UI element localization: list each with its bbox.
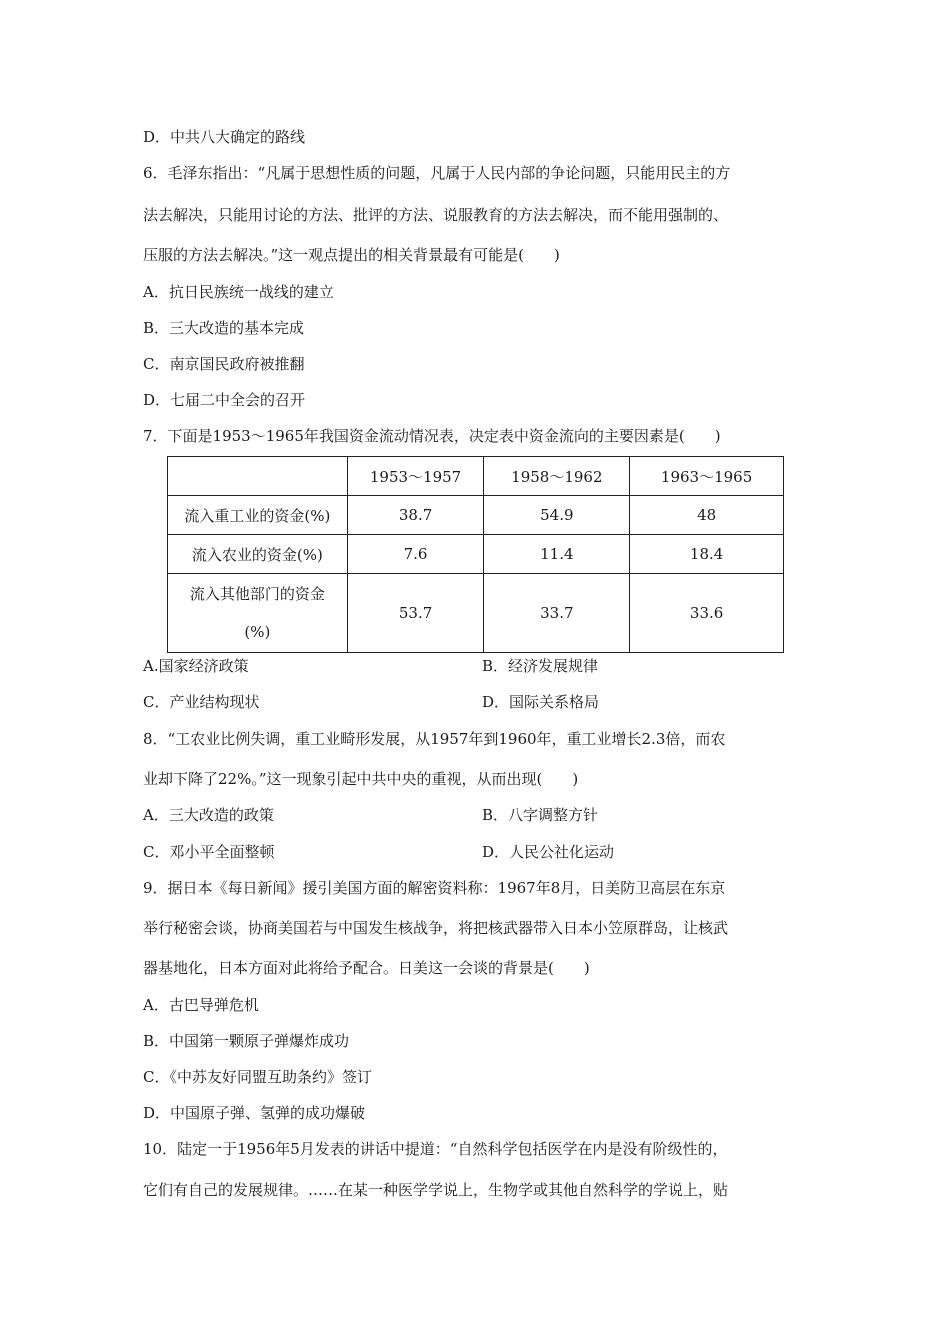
q10-stem-line-2: 它们有自己的发展规律。……在某一种医学学说上，生物学或其他自然科学的学说上，贴 xyxy=(143,1181,729,1199)
table-cell: 53.7 xyxy=(347,574,484,653)
row-label xyxy=(168,574,348,653)
q8-stem-line-1: 8．“工农业比例失调，重工业畸形发展，从1957年到1960年，重工业增长2.3倍，而农 xyxy=(143,730,726,748)
q7-option-d: D．国际关系格局 xyxy=(482,693,600,711)
table-cell: 48 xyxy=(630,496,784,535)
table-header-row xyxy=(168,457,784,496)
q9-option-c: C．《中苏友好同盟互助条约》签订 xyxy=(143,1068,372,1086)
row-label-line-2: (%) xyxy=(244,623,271,641)
table-cell: 33.7 xyxy=(484,574,630,653)
q7-stem: 7．下面是1953～1965年我国资金流动情况表，决定表中资金流向的主要因素是( ) xyxy=(143,427,721,445)
q7-option-b: B．经济发展规律 xyxy=(482,657,599,675)
table-row xyxy=(168,496,784,535)
table-row xyxy=(168,574,784,653)
q9-option-d: D．中国原子弹、氢弹的成功爆破 xyxy=(143,1104,366,1122)
q8-stem-line-2: 业却下降了22%。”这一现象引起中共中央的重视，从而出现( ) xyxy=(143,770,579,788)
row-label: 流入农业的资金(%) xyxy=(168,535,348,574)
table-row xyxy=(168,535,784,574)
q6-option-a: A．抗日民族统一战线的建立 xyxy=(143,283,334,301)
table-cell: 11.4 xyxy=(484,535,630,574)
table-cell: 54.9 xyxy=(484,496,630,535)
q8-option-b: B．八字调整方针 xyxy=(482,806,599,824)
q9-stem-line-1: 9．据日本《每日新闻》援引美国方面的解密资料称：1967年8月，日美防卫高层在东京 xyxy=(143,879,726,897)
fund-flow-table xyxy=(167,456,784,653)
q10-stem-line-1: 10．陆定一于1956年5月发表的讲话中提道：“自然科学包括医学在内是没有阶级性的， xyxy=(143,1140,728,1158)
table-cell: 38.7 xyxy=(347,496,484,535)
q8-option-c: C．邓小平全面整顿 xyxy=(143,843,275,861)
q8-option-d: D．人民公社化运动 xyxy=(482,843,615,861)
q6-option-b: B．三大改造的基本完成 xyxy=(143,319,305,337)
row-label-line-1: 流入其他部门的资金 xyxy=(189,585,325,603)
q6-option-d: D．七届二中全会的召开 xyxy=(143,391,306,409)
q8-option-a: A．三大改造的政策 xyxy=(143,806,274,824)
q6-stem-line-2: 法去解决，只能用讨论的方法、批评的方法、说服教育的方法去解决，而不能用强制的、 xyxy=(143,206,729,224)
row-label: 流入重工业的资金(%) xyxy=(168,496,348,535)
table-header-cell: 1958～1962 xyxy=(484,457,630,496)
q9-stem-line-2: 举行秘密会谈，协商美国若与中国发生核战争，将把核武器带入日本小笠原群岛，让核武 xyxy=(143,919,729,937)
table-cell: 7.6 xyxy=(347,535,484,574)
q9-option-b: B．中国第一颗原子弹爆炸成功 xyxy=(143,1032,350,1050)
table-cell: 18.4 xyxy=(630,535,784,574)
table-header-cell: 1963～1965 xyxy=(630,457,784,496)
q5-option-d: D．中共八大确定的路线 xyxy=(143,128,306,146)
table-header-cell: 1953～1957 xyxy=(347,457,484,496)
q9-option-a: A．古巴导弹危机 xyxy=(143,996,259,1014)
q6-stem-line-3: 压服的方法去解决。”这一观点提出的相关背景最有可能是( ) xyxy=(143,246,560,264)
table-header-cell xyxy=(168,457,348,496)
q9-stem-line-3: 器基地化，日本方面对此将给予配合。日美这一会谈的背景是( ) xyxy=(143,959,590,977)
q6-option-c: C．南京国民政府被推翻 xyxy=(143,355,305,373)
table-cell: 33.6 xyxy=(630,574,784,653)
q7-option-c: C．产业结构现状 xyxy=(143,693,260,711)
q7-option-a: A.国家经济政策 xyxy=(143,657,249,675)
q6-stem-line-1: 6．毛泽东指出：“凡属于思想性质的问题，凡属于人民内部的争论问题，只能用民主的方 xyxy=(143,164,731,182)
